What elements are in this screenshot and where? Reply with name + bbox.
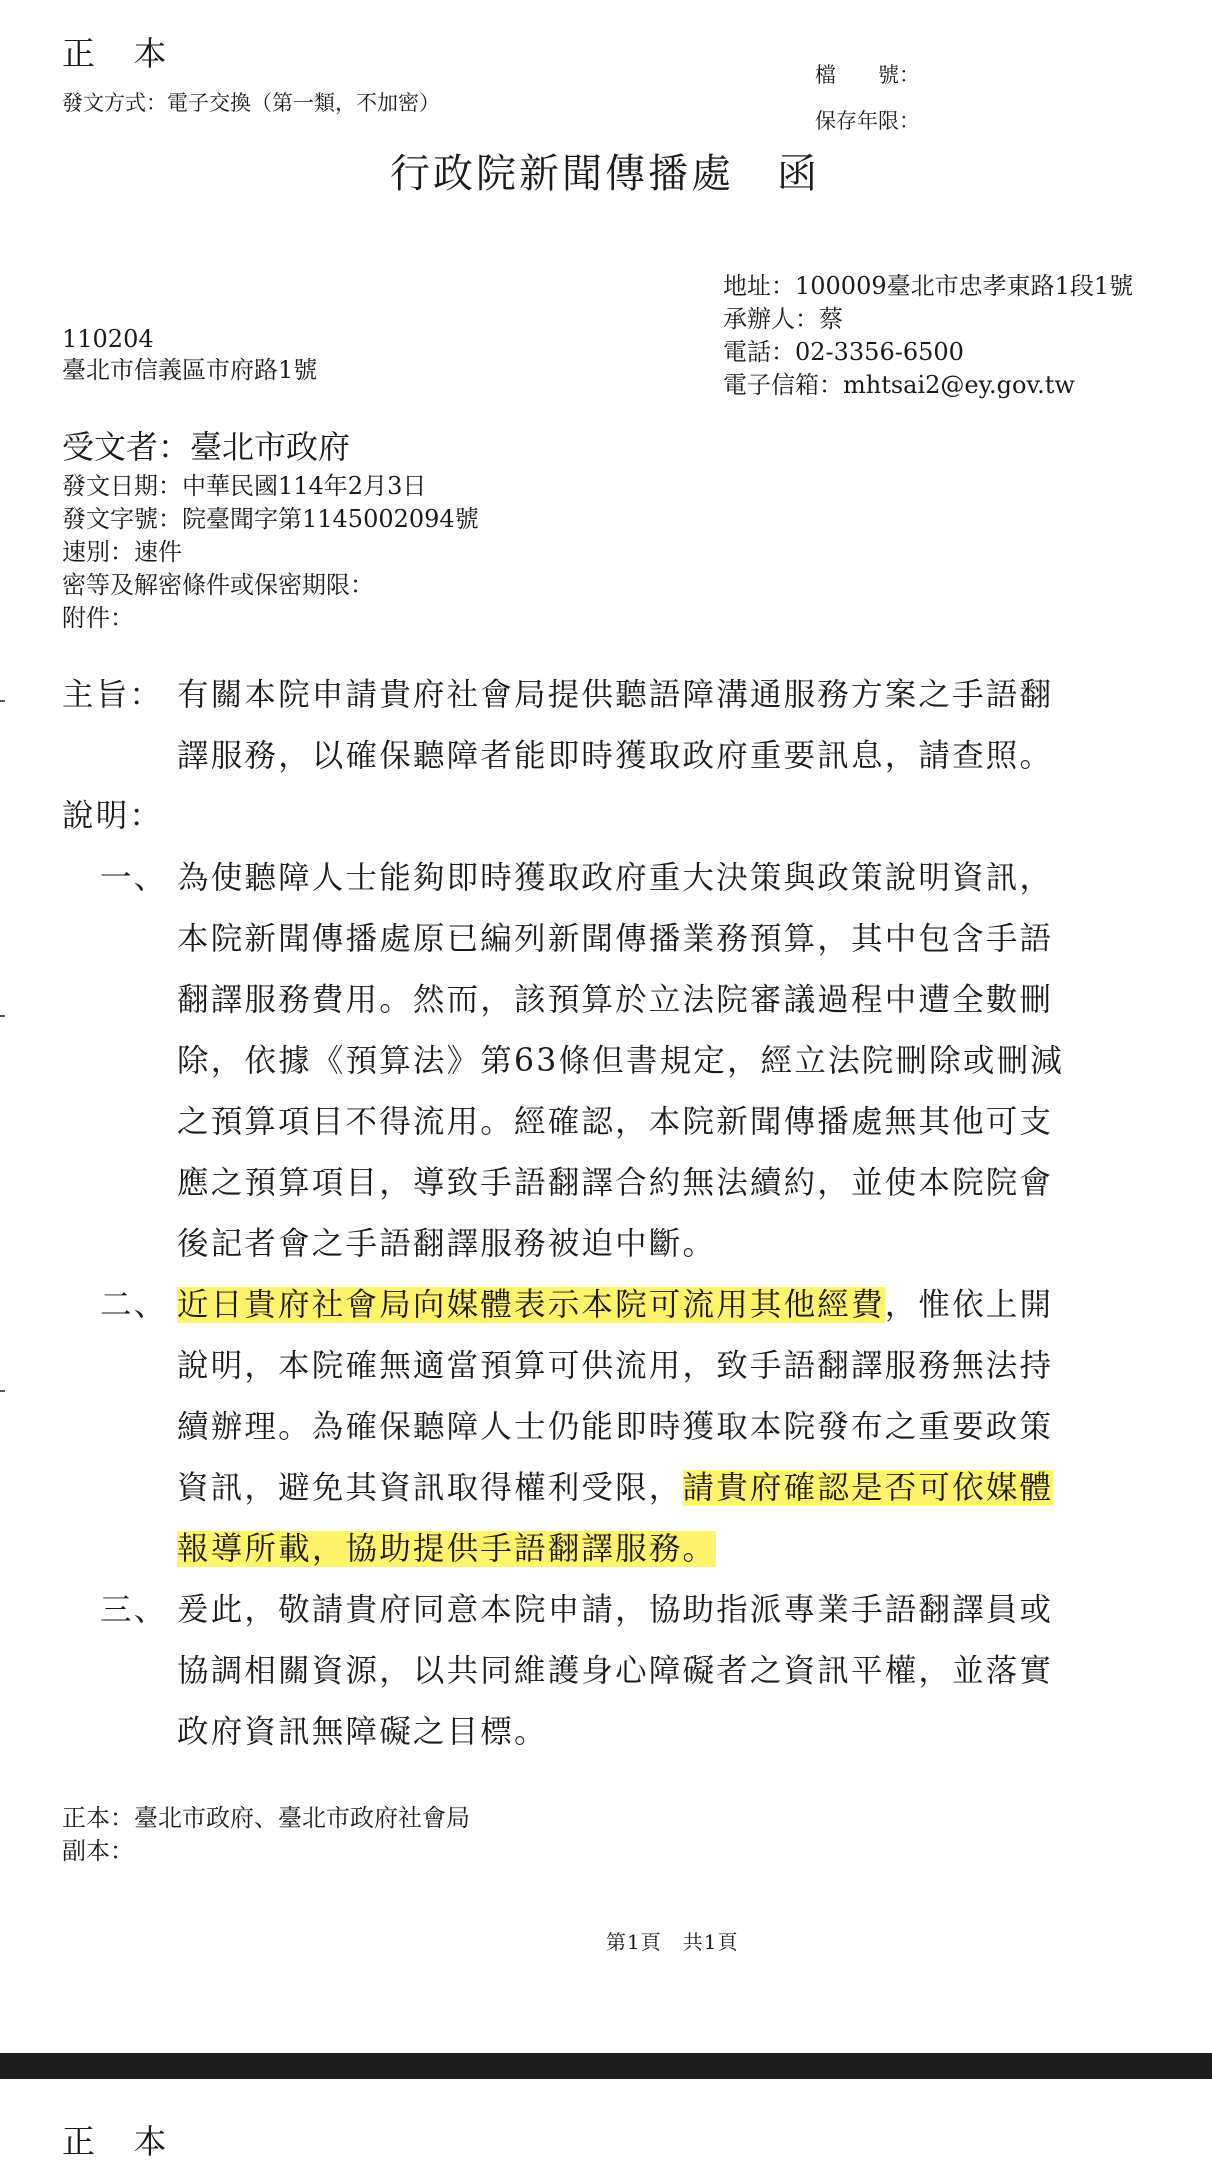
item-3-number: 三、 (100, 1592, 168, 1628)
item-1-line: 翻譯服務費用。然而，該預算於立法院審議過程中遭全數刪 (177, 982, 1054, 1018)
highlighted-text: ，協助提供手語翻譯服務 (311, 1531, 683, 1567)
attachment: 附件： (62, 604, 134, 632)
send-method: 發文方式：電子交換（第一類，不加密） (62, 91, 440, 115)
item-2-line-4 (177, 1458, 1053, 1519)
contact-block (723, 270, 1133, 402)
secrecy-level: 密等及解密條件或保密期限： (62, 571, 374, 599)
document-number: 發文字號：院臺聞字第1145002094號 (62, 505, 479, 533)
next-page-copy-mark: 正 本 (62, 2122, 181, 2161)
contact-phone: 電話：02-3356-6500 (723, 338, 964, 366)
margin-mark (0, 700, 5, 702)
original-recipients: 正本：臺北市政府、臺北市政府社會局 (62, 1804, 470, 1832)
item-1-text (177, 848, 1064, 1275)
item-3-line: 協調相關資源，以共同維護身心障礙者之資訊平權，並落實 (177, 1653, 1054, 1689)
item-1-number: 一、 (100, 860, 168, 896)
page-number: 第1頁 共1頁 (606, 1930, 739, 1954)
margin-mark (0, 1390, 5, 1392)
item-2-line-2: 說明，本院確無適當預算可供流用，致手語翻譯服務無法持 (177, 1348, 1054, 1384)
document-title: 行政院新聞傳播處 函 (390, 151, 820, 197)
speed-class: 速別：速件 (62, 538, 182, 566)
copy-mark: 正 本 (62, 34, 181, 73)
item-1-line: 之預算項目不得流用。經確認，本院新聞傳播處無其他可支 (177, 1104, 1054, 1140)
copy-recipients: 副本： (62, 1837, 134, 1865)
item-3-line: 爰此，敬請貴府同意本院申請，協助指派專業手語翻譯員或 (177, 1592, 1054, 1628)
item-2-line-5 (177, 1519, 1053, 1580)
explanation-label: 說明： (62, 798, 164, 834)
page-separator (0, 2053, 1212, 2079)
item-2-number: 二、 (100, 1287, 168, 1323)
item-1-line: 本院新聞傳播處原已編列新聞傳播業務預算，其中包含手語 (177, 921, 1054, 957)
contact-email: 電子信箱：mhtsai2@ey.gov.tw (723, 371, 1075, 399)
highlighted-text: 報導所載 (177, 1531, 312, 1567)
file-number-label: 檔 號： (815, 63, 920, 87)
item-1-line: 除，依據《預算法》第63條但書規定，經立法院刪除或刪減 (177, 1043, 1064, 1079)
subject-label: 主旨： (62, 677, 164, 713)
item-1-line: 後記者會之手語翻譯服務被迫中斷。 (177, 1226, 717, 1262)
highlighted-text: 請貴府確認是否可依媒體 (682, 1470, 1054, 1506)
meta-block (62, 470, 479, 635)
recipient-postal-code: 110204 (62, 325, 154, 353)
issue-date: 發文日期：中華民國114年2月3日 (62, 472, 427, 500)
item-2-line-1 (177, 1275, 1053, 1336)
receiver: 受文者：臺北市政府 (62, 428, 351, 466)
contact-address: 地址：100009臺北市忠孝東路1段1號 (723, 272, 1134, 300)
margin-mark (0, 1015, 5, 1017)
recipient-address: 臺北市信義區市府路1號 (62, 356, 318, 384)
item-2-text (177, 1275, 1053, 1580)
highlighted-text: 。 (682, 1531, 717, 1567)
item-1-line: 為使聽障人士能夠即時獲取政府重大決策與政策說明資訊， (177, 860, 1054, 896)
subject-line-2: 譯服務，以確保聽障者能即時獲取政府重要訊息，請查照。 (177, 738, 1054, 774)
item-2-line-1-rest: ，惟依上開 (884, 1287, 1054, 1323)
retention-period-label: 保存年限： (815, 109, 920, 133)
highlighted-text: 近日貴府社會局向媒體表示本院可流用其他經費 (177, 1287, 885, 1323)
item-3-text (177, 1580, 1053, 1763)
item-3-line: 政府資訊無障礙之目標。 (177, 1714, 548, 1750)
item-1-line: 應之預算項目，導致手語翻譯合約無法續約，並使本院院會 (177, 1165, 1054, 1201)
subject-line-1: 有關本院申請貴府社會局提供聽語障溝通服務方案之手語翻 (177, 677, 1054, 713)
contact-handler: 承辦人：蔡 (723, 305, 843, 333)
item-2-line-4-plain: 資訊，避免其資訊取得權利受限， (177, 1470, 683, 1506)
item-2-line-3: 續辦理。為確保聽障人士仍能即時獲取本院發布之重要政策 (177, 1409, 1054, 1445)
